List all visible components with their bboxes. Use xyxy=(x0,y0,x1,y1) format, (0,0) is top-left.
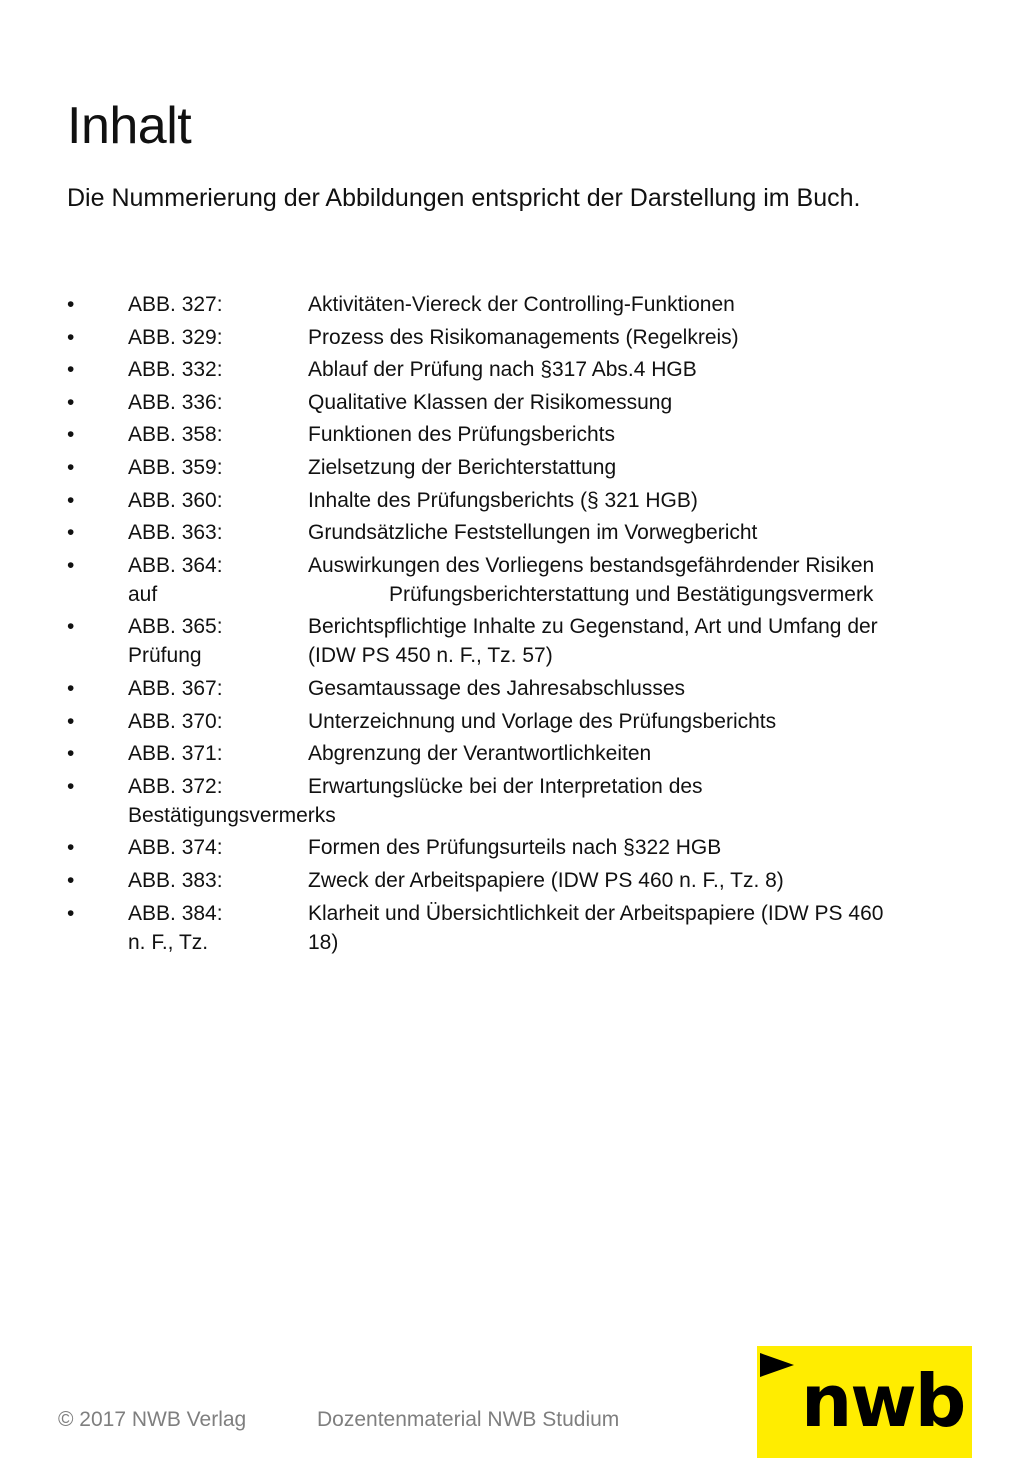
figure-number: ABB. 374: xyxy=(128,836,223,860)
page-title: Inhalt xyxy=(67,97,192,155)
figure-number: ABB. 358: xyxy=(128,423,223,447)
figure-title: Klarheit und Übersichtlichkeit der Arbeitspapiere (IDW PS 460 xyxy=(308,901,884,925)
list-item xyxy=(67,551,967,609)
figure-title: Prozess des Risikomanagements (Regelkreis) xyxy=(308,325,739,349)
figure-continuation: Bestätigungsvermerks xyxy=(128,803,336,827)
bullet: • xyxy=(67,521,75,545)
list-item xyxy=(67,453,967,482)
bullet: • xyxy=(67,709,75,733)
logo-wordmark: nwb xyxy=(801,1359,965,1443)
figure-number: ABB. 365: xyxy=(128,615,223,639)
footer-material: Dozentenmaterial NWB Studium xyxy=(317,1408,620,1431)
nwb-logo xyxy=(757,1346,972,1458)
list-item xyxy=(67,739,967,768)
bullet: • xyxy=(67,488,75,512)
bullet: • xyxy=(67,836,75,860)
figure-continuation-left: n. F., Tz. xyxy=(128,930,209,954)
list-item xyxy=(67,518,967,547)
bullet: • xyxy=(67,901,75,925)
list-item xyxy=(67,355,967,384)
list-item xyxy=(67,866,967,895)
figure-number: ABB. 372: xyxy=(128,774,223,798)
figure-number: ABB. 359: xyxy=(128,455,223,479)
figure-number: ABB. 383: xyxy=(128,868,223,892)
bullet: • xyxy=(67,358,75,382)
figure-continuation-right: (IDW PS 450 n. F., Tz. 57) xyxy=(308,644,553,668)
figure-continuation-left: Prüfung xyxy=(128,644,202,668)
play-arrow-icon xyxy=(760,1353,794,1377)
list-item xyxy=(67,833,967,862)
figure-number: ABB. 336: xyxy=(128,390,223,414)
list-item xyxy=(67,772,967,830)
bullet: • xyxy=(67,774,75,798)
figure-number: ABB. 367: xyxy=(128,676,223,700)
bullet: • xyxy=(67,553,75,577)
figure-list xyxy=(67,290,967,960)
figure-title: Erwartungslücke bei der Interpretation des xyxy=(308,774,703,798)
figure-number: ABB. 384: xyxy=(128,901,223,925)
list-item xyxy=(67,486,967,515)
bullet: • xyxy=(67,742,75,766)
bullet: • xyxy=(67,455,75,479)
list-item xyxy=(67,388,967,417)
list-item xyxy=(67,290,967,319)
figure-number: ABB. 360: xyxy=(128,488,223,512)
figure-title: Inhalte des Prüfungsberichts (§ 321 HGB) xyxy=(308,488,698,512)
figure-number: ABB. 329: xyxy=(128,325,223,349)
figure-title: Formen des Prüfungsurteils nach §322 HGB xyxy=(308,836,722,860)
bullet: • xyxy=(67,676,75,700)
figure-number: ABB. 370: xyxy=(128,709,223,733)
bullet: • xyxy=(67,390,75,414)
figure-number: ABB. 364: xyxy=(128,553,223,577)
bullet: • xyxy=(67,868,75,892)
list-item xyxy=(67,323,967,352)
footer-copyright: © 2017 NWB Verlag xyxy=(58,1408,247,1431)
list-item xyxy=(67,707,967,736)
figure-title: Abgrenzung der Verantwortlichkeiten xyxy=(308,742,652,766)
list-item xyxy=(67,420,967,449)
figure-title: Unterzeichnung und Vorlage des Prüfungsberichts xyxy=(308,709,777,733)
figure-title: Ablauf der Prüfung nach §317 Abs.4 HGB xyxy=(308,358,697,382)
figure-number: ABB. 332: xyxy=(128,358,223,382)
bullet: • xyxy=(67,293,75,316)
list-item xyxy=(67,674,967,703)
figure-title: Qualitative Klassen der Risikomessung xyxy=(308,390,673,414)
figure-title: Auswirkungen des Vorliegens bestandsgefährdender Risiken xyxy=(308,553,875,577)
figure-title: Zielsetzung der Berichterstattung xyxy=(308,455,617,479)
bullet: • xyxy=(67,615,75,639)
figure-title: Zweck der Arbeitspapiere (IDW PS 460 n. F., Tz. 8) xyxy=(308,868,784,892)
figure-number: ABB. 363: xyxy=(128,521,223,545)
bullet: • xyxy=(67,423,75,447)
figure-number: ABB. 371: xyxy=(128,742,223,766)
figure-title: Funktionen des Prüfungsberichts xyxy=(308,423,616,447)
figure-title: Gesamtaussage des Jahresabschlusses xyxy=(308,676,686,700)
figure-title: Berichtspflichtige Inhalte zu Gegenstand, Art und Umfang der xyxy=(308,615,878,639)
page-subtitle: Die Nummerierung der Abbildungen entspricht der Darstellung im Buch. xyxy=(67,184,861,212)
list-item xyxy=(67,612,967,670)
figure-number: ABB. 327: xyxy=(128,293,223,316)
list-item xyxy=(67,899,967,957)
figure-continuation-left: auf xyxy=(128,582,158,606)
figure-title: Aktivitäten-Viereck der Controlling-Funktionen xyxy=(308,293,735,316)
figure-title: Grundsätzliche Feststellungen im Vorwegbericht xyxy=(308,521,758,545)
figure-continuation-right: 18) xyxy=(308,930,339,954)
bullet: • xyxy=(67,325,75,349)
figure-continuation-right: Prüfungsberichterstattung und Bestätigungsvermerk xyxy=(389,582,874,606)
